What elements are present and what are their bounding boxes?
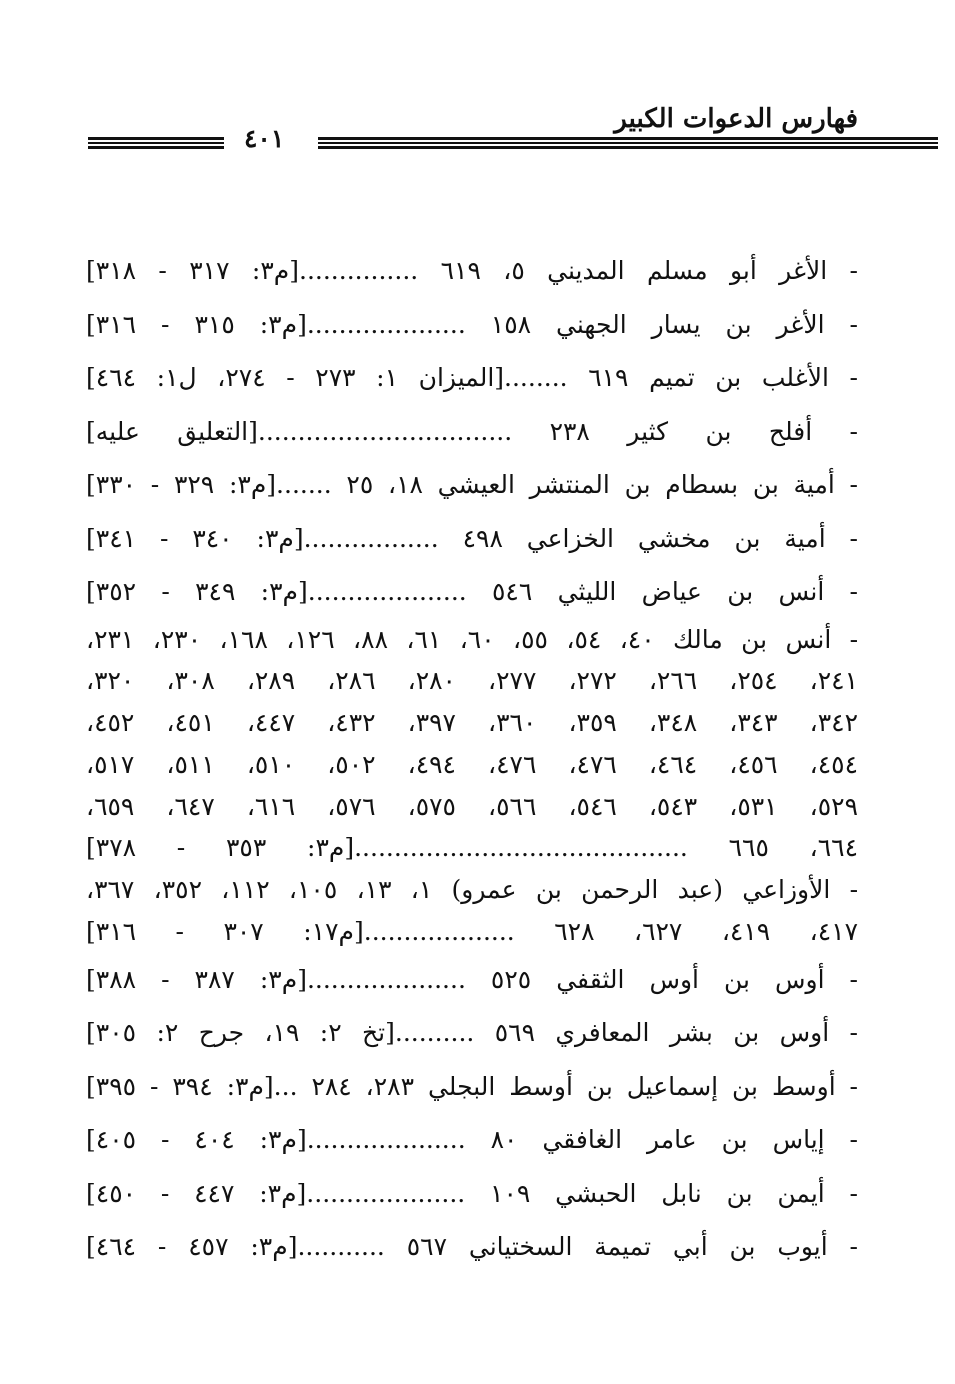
entry-text: - الأغر بن يسار الجهني ١٥٨ ....................[م٣: ٣١٥ - ٣١٦] — [86, 309, 858, 339]
index-entry — [86, 351, 858, 405]
index-entry — [86, 1167, 858, 1221]
entry-text: - أفلح بن كثير ٢٣٨ ................................[التعليق عليه] — [86, 416, 858, 446]
entry-line: ٥٢٩، ٥٣١، ٥٤٣، ٥٤٦، ٥٦٦، ٥٧٥، ٥٧٦، ٦١٦، ٦٤٧، ٦٥٩، — [86, 791, 858, 821]
index-entry — [86, 869, 858, 953]
entry-text: - الأغر أبو مسلم المديني ٥، ٦١٩ ...............[م٣: ٣١٧ - ٣١٨] — [86, 256, 858, 285]
index-entry — [86, 1220, 858, 1274]
entry-text: - أوس بن أوس الثقفي ٥٢٥ ....................[م٣: ٣٨٧ - ٣٨٨] — [86, 964, 858, 994]
entry-text: - إياس بن عامر الغافقي ٨٠ ....................[م٣: ٤٠٤ - ٤٠٥] — [86, 1125, 858, 1155]
entry-line: ٣٤٢، ٣٤٣، ٣٤٨، ٣٥٩، ٣٦٠، ٣٩٧، ٤٣٢، ٤٤٧، ٤٥١، ٤٥٢، — [86, 708, 858, 738]
header-rule-right — [318, 137, 938, 149]
index-entry — [86, 244, 858, 298]
entry-text: - أمية بن مخشي الخزاعي ٤٩٨ .................[م٣: ٣٤٠ - ٣٤١] — [86, 523, 858, 553]
index-entry — [86, 1006, 858, 1060]
index-entry — [86, 405, 858, 459]
index-entry — [86, 298, 858, 352]
index-entry — [86, 565, 858, 619]
entry-line: ٢٤١، ٢٥٤، ٢٦٦، ٢٧٢، ٢٧٧، ٢٨٠، ٢٨٦، ٢٨٩، ٣٠٨، ٣٢٠، — [86, 666, 858, 696]
entry-line: ٤١٧، ٤١٩، ٦٢٧، ٦٢٨ ...................[م١٧: ٣٠٧ - ٣١٦] — [86, 917, 858, 947]
page-header — [80, 104, 858, 164]
page-number: ٤٠١ — [244, 124, 285, 153]
index-entry — [86, 458, 858, 512]
entry-text: - أوسط بن إسماعيل بن أوسط البجلي ٢٨٣، ٢٨٤ ...[م٣: ٣٩٤ - ٣٩٥] — [86, 1071, 858, 1101]
index-entry — [86, 1060, 858, 1114]
entry-text: - أمية بن بسطام بن المنتشر العيشي ١٨، ٢٥ .......[م٣: ٣٢٩ - ٣٣٠] — [86, 470, 858, 499]
entry-line: ٦٦٤، ٦٦٥ ..........................................[م٣: ٣٥٣ - ٣٧٨] — [86, 833, 858, 863]
entry-text: - الأغلب بن تميم ٦١٩ ........[الميزان ١: ٢٧٣ - ٢٧٤، ل١: ٤٦٤] — [86, 363, 858, 392]
index-entry — [86, 953, 858, 1007]
entry-text: - أوس بن بشر المعافري ٥٦٩ ..........[تخ ٢: ١٩، جرح ٢: ٣٠٥] — [86, 1018, 858, 1048]
entry-line: - الأوزاعي (عبد الرحمن بن عمرو) ١، ١٣، ١٠٥، ١١٢، ٣٥٢، ٣٦٧، — [86, 875, 858, 905]
entry-line: - أنس بن مالك ٤٠، ٥٤، ٥٥، ٦٠، ٦١، ٨٨، ١٢٦، ١٦٨، ٢٣٠، ٢٣١، — [86, 624, 858, 654]
index-entry — [86, 1113, 858, 1167]
index-entries — [86, 244, 858, 1274]
index-entry — [86, 619, 858, 870]
entry-text: - أنس بن عياض الليثي ٥٤٦ ....................[م٣: ٣٤٩ - ٣٥٢] — [86, 577, 858, 606]
book-title: فهارس الدعوات الكبير — [614, 104, 858, 134]
entry-text: - أيوب بن أبي تميمة السختياني ٥٦٧ ...........[م٣: ٤٥٧ - ٤٦٤] — [86, 1232, 858, 1262]
header-rule-left — [88, 137, 224, 149]
entry-line: ٤٥٤، ٤٥٦، ٤٦٤، ٤٧٦، ٤٧٦، ٤٩٤، ٥٠٢، ٥١٠، ٥١١، ٥١٧، — [86, 749, 858, 779]
index-entry — [86, 512, 858, 566]
entry-text: - أيمن بن نابل الحبشي ١٠٩ ....................[م٣: ٤٤٧ - ٤٥٠] — [86, 1178, 858, 1208]
